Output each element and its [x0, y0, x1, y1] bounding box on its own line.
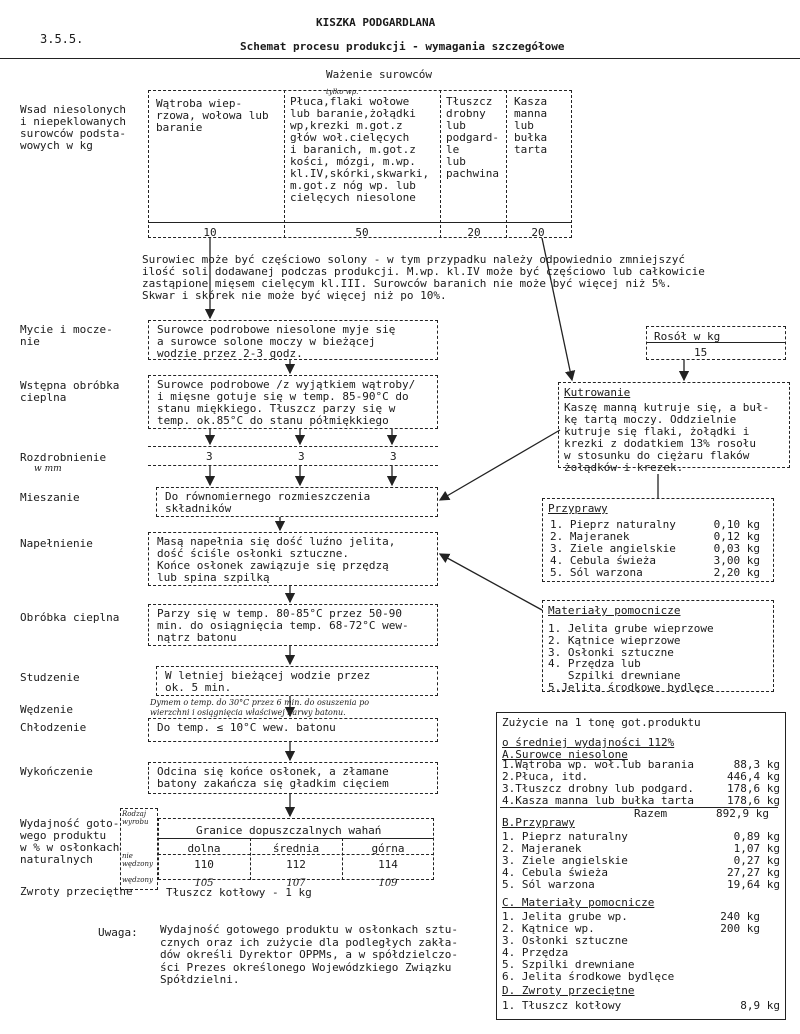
yield-header-srednia: średnia	[272, 842, 320, 855]
box-napelnienie: Masą napełnia się dość luźno jelita, dość ściśle osłonki sztuczne. Końce osłonek zawiązuje się przędzą lub spina szpilką	[148, 532, 438, 586]
document-title: KISZKA PODGARDLANA	[316, 16, 436, 29]
section-number: 3.5.5.	[40, 32, 84, 46]
zuzycie-b-list	[500, 831, 782, 891]
rosol-title: Rosół w kg	[654, 330, 721, 343]
raw-col-offal-handnote: tylko wp.	[326, 88, 359, 96]
rosol-rule	[646, 342, 786, 343]
yield-header-gorna: górna	[371, 842, 405, 855]
kutrowanie-text: Kaszę manną kutruje się, a buł- kę tartą moczy. Oddzielnie kutruje się flaki, żołądki i krezki z dodatkiem 13% rosołu w stosunku do ciężaru flaków żołądków i krezek.	[564, 401, 770, 474]
label-wstepna: Wstępna obróbka cieplna	[20, 379, 120, 404]
zuzycie-a-row: 1.Wątroba wp. woł.lub barania 88,3 kg	[502, 758, 780, 771]
przyprawy-row: 2. Majeranek 0,12 kg	[550, 530, 760, 543]
rozdrobnienie-value-2: 3	[298, 450, 305, 463]
raw-col-liver: Wątroba wiep- rzowa, wołowa lub baranie	[156, 97, 269, 134]
zuzycie-b-row: 5. Sól warzona 19,64 kg	[502, 878, 780, 891]
yield-hand-side-1: Rodzaj wyrobu	[122, 810, 149, 826]
yield-value-dolna: 110	[194, 858, 214, 871]
rozdrobnienie-value-3: 3	[390, 450, 397, 463]
zuzycie-razem-label: Razem	[634, 807, 668, 820]
raw-side-label: Wsad niesolonych i niepeklowanych surowców podsta- wowych w kg	[20, 103, 126, 152]
label-studzenie: Studzenie	[20, 671, 80, 684]
zuzycie-b-row: 4. Cebula świeża 27,27 kg	[502, 866, 780, 879]
label-napelnienie: Napełnienie	[20, 537, 93, 550]
label-yield: Wydajność goto- wego produktu w % w osłonkach naturalnych	[20, 817, 120, 866]
label-mieszanie: Mieszanie	[20, 491, 80, 504]
zuzycie-a-list	[500, 759, 782, 807]
zuzycie-d-title: D. Zwroty przeciętne	[502, 984, 635, 997]
zuzycie-c-list	[500, 911, 762, 983]
zuzycie-d-row: 1. Tłuszcz kotłowy 8,9 kg	[502, 999, 780, 1012]
rosol-value: 15	[694, 346, 708, 359]
raw-heading: Ważenie surowców	[326, 68, 432, 81]
box-chlodzenie: Do temp. ≤ 10°C wew. batonu	[148, 718, 438, 742]
box-wstepna: Surowce podrobowe /z wyjątkiem wątroby/ i mięsne gotuje się w temp. 85-90°C do stanu miękkiego. Tłuszcz parzy się w temp. ok.85°C do stanu półmiękkiego	[148, 375, 438, 429]
zuzycie-c-row: 3. Osłonki sztuczne	[502, 934, 628, 947]
zuzycie-a-row: 4.Kasza manna lub bułka tarta 178,6 kg	[502, 794, 780, 807]
yield-value-gorna: 114	[378, 858, 398, 871]
zuzycie-title-2: o średniej wydajności 112%	[502, 736, 675, 749]
zuzycie-a-row: 2.Płuca, itd. 446,4 kg	[502, 770, 780, 783]
zuzycie-b-title: B.Przyprawy	[502, 816, 575, 829]
raw-qty-offal: 50	[355, 226, 369, 239]
yield-rule-2	[158, 854, 434, 855]
kutrowanie-title: Kutrowanie	[564, 386, 631, 399]
uwaga-label: Uwaga:	[98, 926, 138, 939]
label-wedzenie: Wędzenie	[20, 703, 73, 716]
label-chlodzenie: Chłodzenie	[20, 721, 87, 734]
zuzycie-c-row: 6. Jelita środkowe bydlęce	[502, 970, 675, 983]
materialy-item-5: 5.Jelita środkowe bydlęce	[548, 681, 714, 694]
yield-hand-side-3: wędzony	[122, 876, 153, 884]
yield-hand-value-dolna: 105	[194, 878, 214, 889]
przyprawy-title: Przyprawy	[548, 502, 608, 515]
raw-note: Surowiec może być częściowo solony - w tym przypadku należy odpowiednio zmniejszyć ilość soli dodawanej podczas produkcji. M.wp. kl.IV może być częściowo lub całkowicie zastąpione mięsem cielęcym kl.III. Surowców baranich nie może być więcej niż 5%. Skwar i skórek nie może być więcej niż po 10%.	[142, 253, 705, 302]
label-wykonczenie: Wykończenie	[20, 765, 93, 778]
raw-divider-1	[284, 90, 285, 238]
yield-title: Granice dopuszczalnych wahań	[196, 824, 382, 837]
raw-divider-2	[440, 90, 441, 238]
arrow-kutrowanie-to-mieszanie	[440, 430, 560, 500]
label-obrobka: Obróbka cieplna	[20, 611, 120, 624]
arrow-materialy-to-napelnienie	[440, 554, 542, 610]
yield-hand-value-gorna: 109	[378, 878, 398, 889]
zuzycie-a-row: 3.Tłuszcz drobny lub podgard. 178,6 kg	[502, 782, 780, 795]
raw-qty-liver: 10	[203, 226, 217, 239]
zuzycie-c-row: 2. Kątnice wp. 200 kg	[502, 922, 760, 935]
materialy-item-4: 4. Przędza lub Szpilki drewniane	[548, 657, 681, 682]
przyprawy-row: 4. Cebula świeża 3,00 kg	[550, 554, 760, 567]
box-studzenie: W letniej bieżącej wodzie przez ok. 5 min.	[156, 666, 438, 696]
document-subtitle: Schemat procesu produkcji - wymagania szczegółowe	[240, 40, 565, 53]
label-rozdrobnienie: Rozdrobnienie	[20, 451, 107, 464]
zuzycie-c-row: 4. Przędza	[502, 946, 569, 959]
zuzycie-b-row: 1. Pieprz naturalny 0,89 kg	[502, 830, 780, 843]
przyprawy-list	[548, 519, 762, 579]
zuzycie-b-row: 2. Majeranek 1,07 kg	[502, 842, 780, 855]
wedzenie-handwritten: Dymem o temp. do 30°C przez 6 min. do osuszenia po wierzchni i osiągnięcia właściwej barwy batonu.	[150, 698, 370, 717]
box-obrobka: Parzy się w temp. 80-85°C przez 50-90 min. do osiągnięcia temp. 68-72°C wew- nątrz batonu	[148, 604, 438, 646]
yield-col-divider-1	[250, 838, 251, 880]
materialy-item-3: 3. Osłonki sztuczne	[548, 646, 674, 659]
raw-col-offal: Płuca,flaki wołowe lub baranie,żołądki wp,krezki m.got.z głów woł.cielęcych i baranich, m.got.z kości, mózgi, m.wp. kl.IV,skórki,skwarki, m.got.z nóg wp. lub cielęcych niesolone	[290, 95, 430, 204]
zuzycie-b-row: 3. Ziele angielskie 0,27 kg	[502, 854, 780, 867]
label-returns: Zwroty przeciętne	[20, 885, 133, 898]
yield-hand-value-srednia: 107	[286, 878, 306, 889]
zuzycie-title-1: Zużycie na 1 tonę got.produktu	[502, 716, 701, 729]
yield-hand-side-2: nie wędzony	[122, 852, 153, 868]
raw-divider-3	[506, 90, 507, 238]
yield-header-dolna: dolna	[187, 842, 221, 855]
raw-col-semolina: Kasza manna lub bułka tarta	[514, 95, 548, 156]
uwaga-text: Wydajność gotowego produktu w osłonkach sztu- cznych oraz ich zużycie dla podległych zakła- dów określi Dyrektor OPPMs, a w spółdzielczo- ści Prezes określonego Wojewódzkiego Związku Spółdzielni.	[160, 923, 459, 986]
zuzycie-c-row: 1. Jelita grube wp. 240 kg	[502, 910, 760, 923]
raw-qty-fat: 20	[467, 226, 481, 239]
returns-text: Tłuszcz kotłowy - 1 kg	[166, 886, 312, 899]
yield-value-srednia: 112	[286, 858, 306, 871]
zuzycie-razem-value: 892,9 kg	[716, 807, 769, 820]
zuzycie-c-title: C. Materiały pomocnicze	[502, 896, 655, 909]
zuzycie-c-row: 5. Szpilki drewniane	[502, 958, 635, 971]
materialy-item-1: 1. Jelita grube wieprzowe	[548, 622, 714, 635]
przyprawy-row: 3. Ziele angielskie 0,03 kg	[550, 542, 760, 555]
yield-col-divider-2	[342, 838, 343, 880]
label-mycie: Mycie i mocze- nie	[20, 323, 113, 348]
label-rozdrobnienie-hand: w mm	[34, 464, 62, 474]
raw-qty-rule	[148, 222, 572, 223]
materialy-title: Materiały pomocnicze	[548, 604, 681, 617]
header-rule	[0, 58, 800, 59]
box-mycie: Surowce podrobowe niesolone myje się a surowce solone moczy w bieżącej wodzie przez 2-3 godz.	[148, 320, 438, 360]
box-wykonczenie: Odcina się końce osłonek, a złamane batony zakańcza się gładkim cięciem	[148, 762, 438, 794]
zuzycie-d-list	[500, 1000, 782, 1012]
raw-qty-semolina: 20	[531, 226, 545, 239]
materialy-item-2: 2. Kątnice wieprzowe	[548, 634, 681, 647]
przyprawy-row: 1. Pieprz naturalny 0,10 kg	[550, 518, 760, 531]
zuzycie-a-title: A.Surowce niesolone	[502, 748, 628, 761]
raw-col-fat: Tłuszcz drobny lub podgard- le lub pachwina	[446, 95, 499, 180]
yield-rule-1	[158, 838, 434, 839]
box-mieszanie: Do równomiernego rozmieszczenia składników	[156, 487, 438, 517]
rozdrobnienie-value-1: 3	[206, 450, 213, 463]
przyprawy-row: 5. Sól warzona 2,20 kg	[550, 566, 760, 579]
